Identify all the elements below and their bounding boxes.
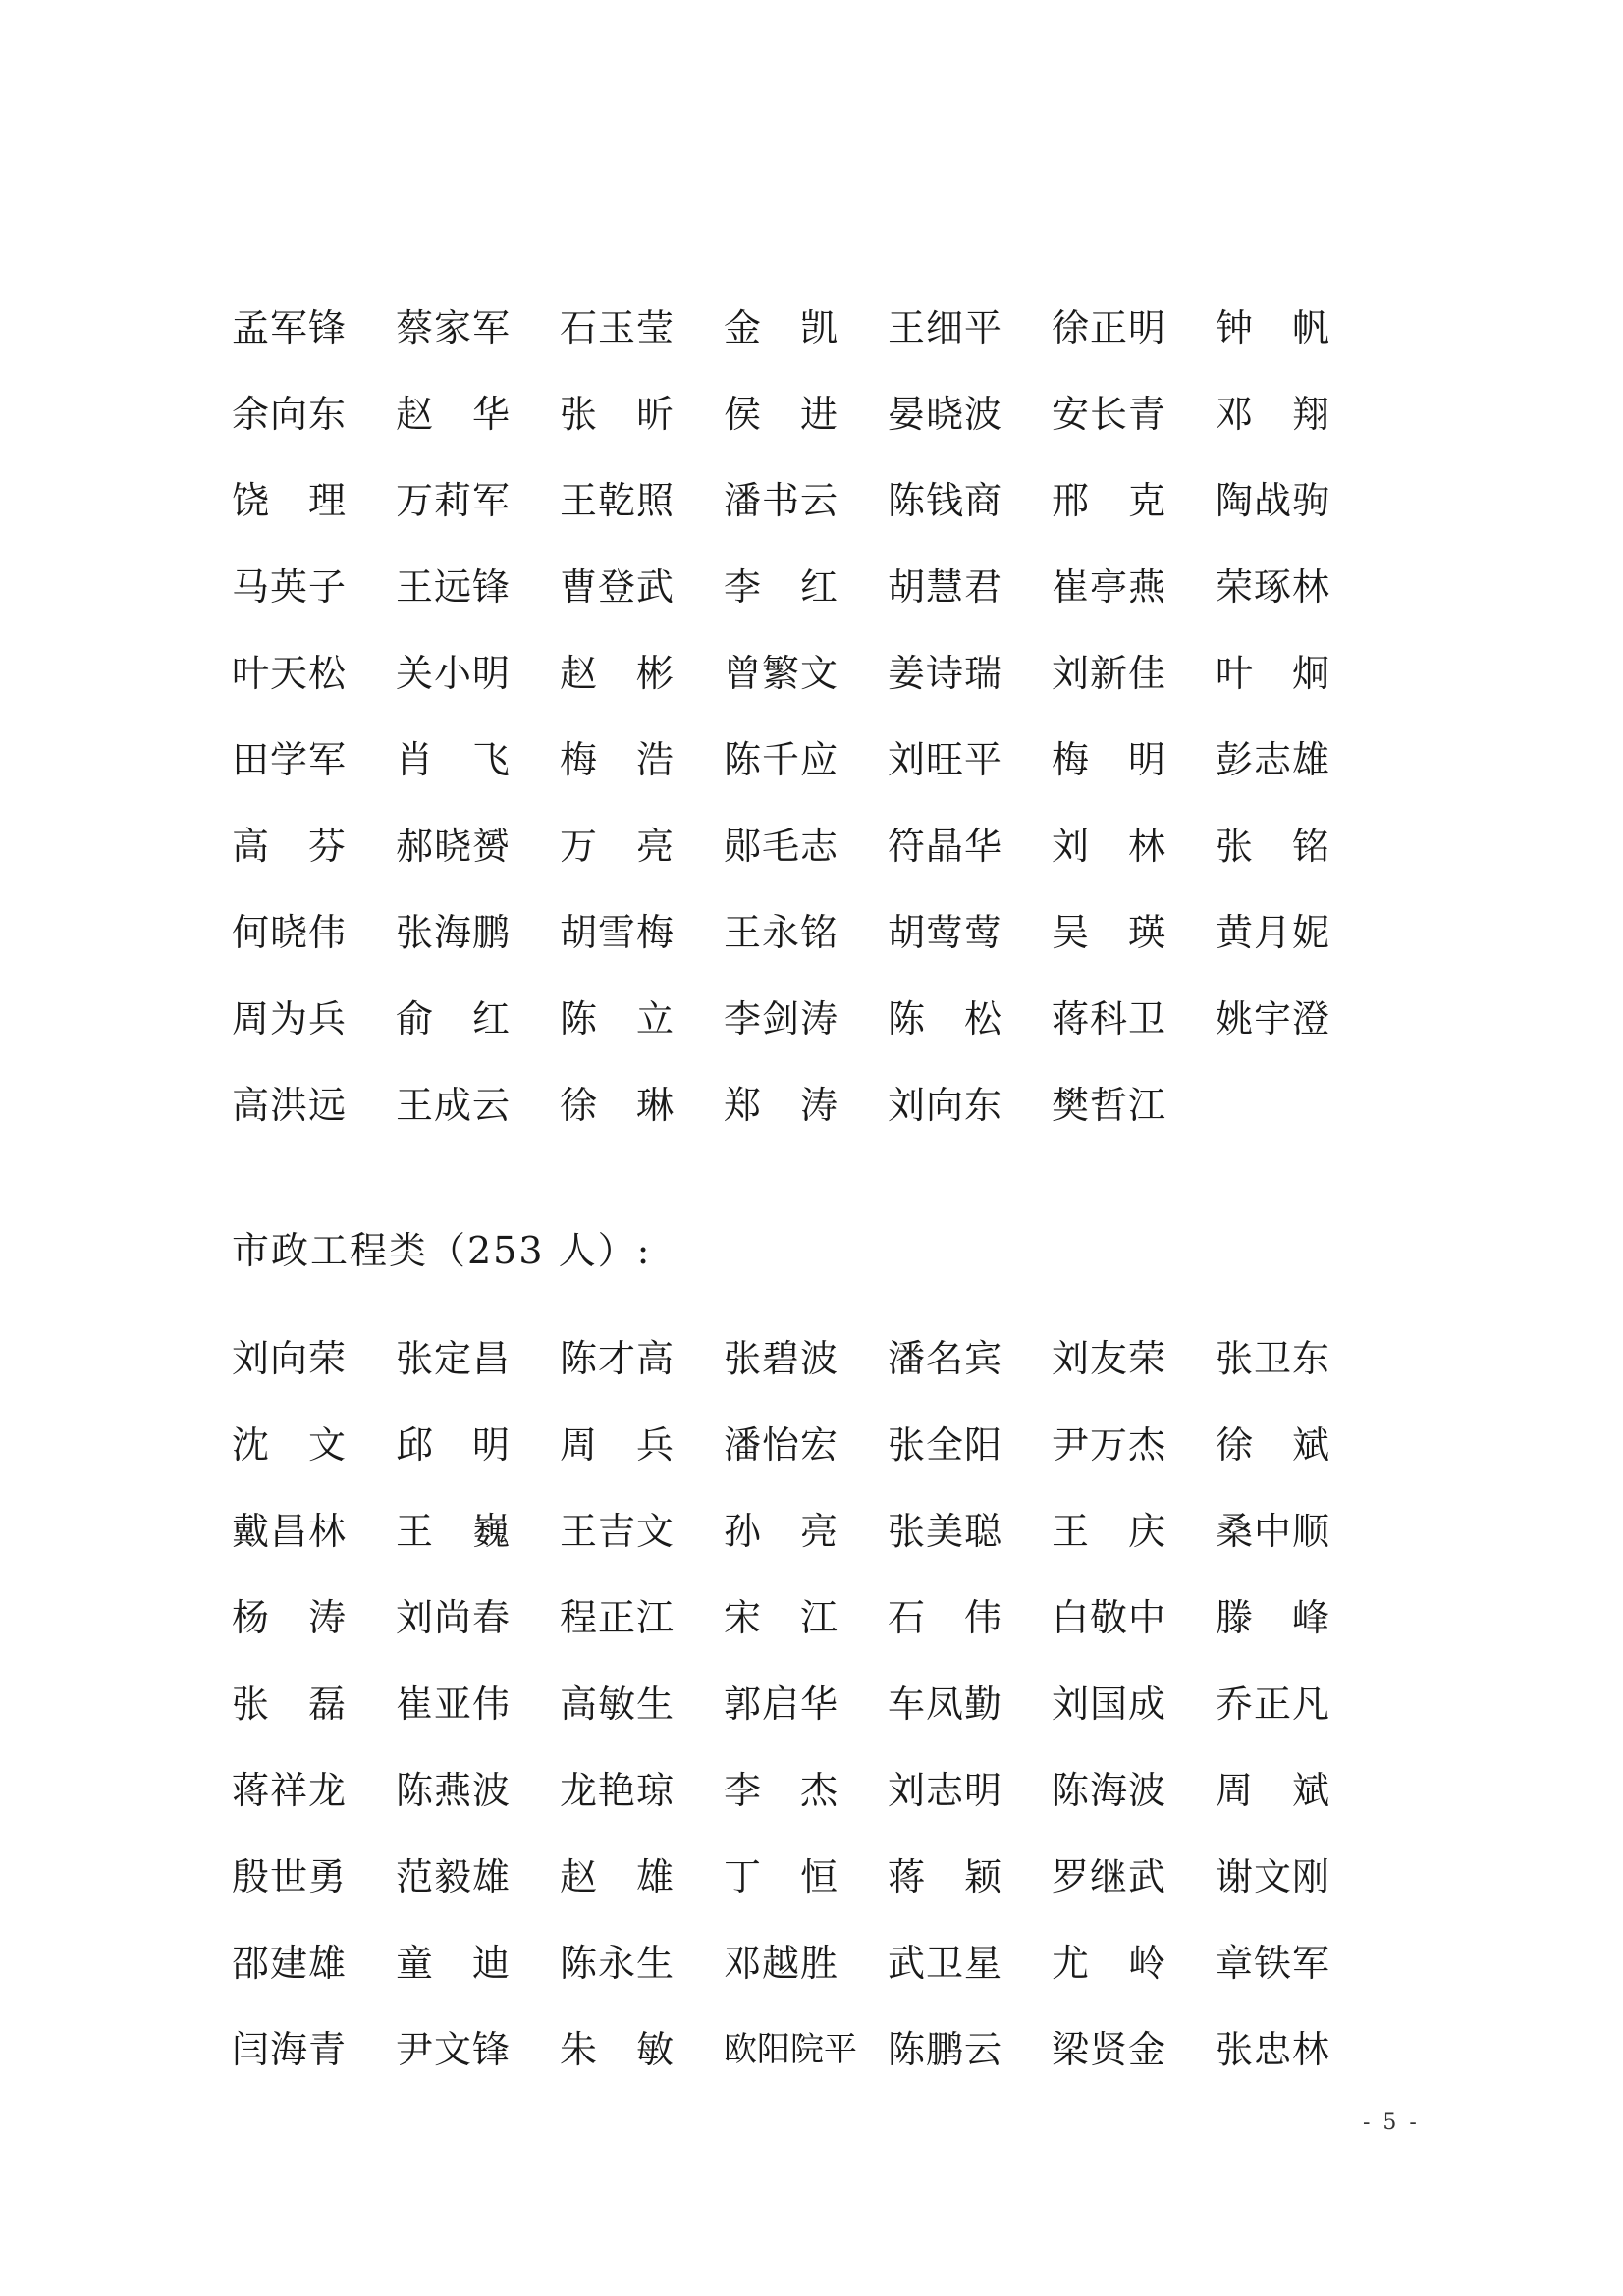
person-name: 桑中顺 xyxy=(1216,1510,1331,1553)
person-name: 殷世勇 xyxy=(232,1855,348,1898)
person-name: 黄月妮 xyxy=(1216,911,1331,954)
person-name: 朱 敏 xyxy=(560,2028,676,2071)
person-name: 张海鹏 xyxy=(396,911,512,954)
person-name: 尤 岭 xyxy=(1052,1942,1167,1985)
person-name: 樊哲江 xyxy=(1052,1084,1167,1127)
person-name: 徐 斌 xyxy=(1216,1423,1331,1467)
person-name: 闫海青 xyxy=(232,2028,348,2071)
name-row xyxy=(232,457,1410,544)
person-name: 张美聪 xyxy=(888,1510,1003,1553)
person-name: 滕 峰 xyxy=(1216,1596,1331,1639)
person-name: 刘旺平 xyxy=(888,738,1003,781)
person-name: 晏晓波 xyxy=(888,393,1003,436)
name-row xyxy=(232,1575,1410,1661)
person-name: 钟 帆 xyxy=(1216,306,1331,349)
person-name: 周为兵 xyxy=(232,997,348,1041)
person-name: 王 庆 xyxy=(1052,1510,1167,1553)
person-name: 潘名宾 xyxy=(888,1337,1003,1380)
person-name: 车凤勤 xyxy=(888,1682,1003,1726)
person-name: 章铁军 xyxy=(1216,1942,1331,1985)
person-name: 王远锋 xyxy=(396,565,512,609)
person-name: 刘新佳 xyxy=(1052,652,1167,695)
person-name: 侯 进 xyxy=(724,393,839,436)
person-name: 郝晓赟 xyxy=(396,825,512,868)
person-name: 陈海波 xyxy=(1052,1769,1167,1812)
person-name: 陈燕波 xyxy=(396,1769,512,1812)
person-name: 高洪远 xyxy=(232,1084,348,1127)
person-name: 童 迪 xyxy=(396,1942,512,1985)
person-name: 欧阳院平 xyxy=(724,2030,857,2069)
person-name: 李 红 xyxy=(724,565,839,609)
name-row xyxy=(232,1661,1410,1747)
person-name: 刘尚春 xyxy=(396,1596,512,1639)
person-name: 邢 克 xyxy=(1052,479,1167,522)
person-name: 崔亭燕 xyxy=(1052,565,1167,609)
person-name: 王成云 xyxy=(396,1084,512,1127)
person-name: 赵 彬 xyxy=(560,652,676,695)
person-name: 程正江 xyxy=(560,1596,676,1639)
person-name: 蒋祥龙 xyxy=(232,1769,348,1812)
person-name: 蒋科卫 xyxy=(1052,997,1167,1041)
person-name: 徐 琳 xyxy=(560,1084,676,1127)
person-name: 王细平 xyxy=(888,306,1003,349)
person-name: 姚宇澄 xyxy=(1216,997,1331,1041)
person-name: 梁贤金 xyxy=(1052,2028,1167,2071)
person-name: 张忠林 xyxy=(1216,2028,1331,2071)
name-row xyxy=(232,1920,1410,2006)
person-name: 王永铭 xyxy=(724,911,839,954)
person-name: 罗继武 xyxy=(1052,1855,1167,1898)
person-name: 王乾照 xyxy=(560,479,676,522)
person-name: 周 兵 xyxy=(560,1423,676,1467)
name-row xyxy=(232,717,1410,803)
person-name: 陈永生 xyxy=(560,1942,676,1985)
person-name: 刘向东 xyxy=(888,1084,1003,1127)
person-name: 饶 理 xyxy=(232,479,348,522)
person-name: 张定昌 xyxy=(396,1337,512,1380)
person-name: 赵 雄 xyxy=(560,1855,676,1898)
person-name: 邓 翔 xyxy=(1216,393,1331,436)
person-name: 高 芬 xyxy=(232,825,348,868)
name-row xyxy=(232,1834,1410,1920)
person-name: 高敏生 xyxy=(560,1682,676,1726)
person-name: 尹文锋 xyxy=(396,2028,512,2071)
person-name: 杨 涛 xyxy=(232,1596,348,1639)
person-name: 叶 炯 xyxy=(1216,652,1331,695)
person-name: 刘国成 xyxy=(1052,1682,1167,1726)
person-name: 曾繁文 xyxy=(724,652,839,695)
person-name: 石玉莹 xyxy=(560,306,676,349)
person-name: 陈 松 xyxy=(888,997,1003,1041)
person-name: 刘志明 xyxy=(888,1769,1003,1812)
person-name: 安长青 xyxy=(1052,393,1167,436)
person-name: 曹登武 xyxy=(560,565,676,609)
person-name: 荣琢林 xyxy=(1216,565,1331,609)
person-name: 马英子 xyxy=(232,565,348,609)
person-name: 何晓伟 xyxy=(232,911,348,954)
name-row xyxy=(232,1315,1410,1402)
person-name: 尹万杰 xyxy=(1052,1423,1167,1467)
person-name: 崔亚伟 xyxy=(396,1682,512,1726)
person-name: 肖 飞 xyxy=(396,738,512,781)
person-name: 姜诗瑞 xyxy=(888,652,1003,695)
person-name: 陈千应 xyxy=(724,738,839,781)
person-name: 张 磊 xyxy=(232,1682,348,1726)
person-name: 胡莺莺 xyxy=(888,911,1003,954)
name-row xyxy=(232,1062,1410,1148)
name-row xyxy=(232,1402,1410,1488)
person-name: 谢文刚 xyxy=(1216,1855,1331,1898)
person-name: 邵建雄 xyxy=(232,1942,348,1985)
name-list-continued xyxy=(232,285,1410,1148)
name-row xyxy=(232,803,1410,889)
person-name: 陈 立 xyxy=(560,997,676,1041)
person-name: 宋 江 xyxy=(724,1596,839,1639)
person-name: 田学军 xyxy=(232,738,348,781)
person-name: 丁 恒 xyxy=(724,1855,839,1898)
person-name: 吴 瑛 xyxy=(1052,911,1167,954)
person-name: 李剑涛 xyxy=(724,997,839,1041)
name-row xyxy=(232,544,1410,630)
person-name: 郭启华 xyxy=(724,1682,839,1726)
person-name: 张碧波 xyxy=(724,1337,839,1380)
person-name: 陈钱商 xyxy=(888,479,1003,522)
person-name: 刘向荣 xyxy=(232,1337,348,1380)
person-name: 蒋 颖 xyxy=(888,1855,1003,1898)
person-name: 陶战驹 xyxy=(1216,479,1331,522)
name-row xyxy=(232,1488,1410,1575)
person-name: 郑 涛 xyxy=(724,1084,839,1127)
person-name: 潘怡宏 xyxy=(724,1423,839,1467)
section-heading-municipal-engineering: 市政工程类（253 人）: xyxy=(232,1229,652,1272)
person-name: 邱 明 xyxy=(396,1423,512,1467)
person-name: 梅 明 xyxy=(1052,738,1167,781)
person-name: 孙 亮 xyxy=(724,1510,839,1553)
person-name: 范毅雄 xyxy=(396,1855,512,1898)
person-name: 周 斌 xyxy=(1216,1769,1331,1812)
person-name: 刘 林 xyxy=(1052,825,1167,868)
name-row xyxy=(232,285,1410,371)
name-row xyxy=(232,2006,1410,2093)
person-name: 张全阳 xyxy=(888,1423,1003,1467)
person-name: 万 亮 xyxy=(560,825,676,868)
person-name: 万莉军 xyxy=(396,479,512,522)
person-name: 石 伟 xyxy=(888,1596,1003,1639)
person-name: 张 昕 xyxy=(560,393,676,436)
person-name: 张 铭 xyxy=(1216,825,1331,868)
person-name: 乔正凡 xyxy=(1216,1682,1331,1726)
person-name: 郧毛志 xyxy=(724,825,839,868)
name-row xyxy=(232,1747,1410,1834)
person-name: 龙艳琼 xyxy=(560,1769,676,1812)
person-name: 武卫星 xyxy=(888,1942,1003,1985)
person-name: 赵 华 xyxy=(396,393,512,436)
person-name: 邓越胜 xyxy=(724,1942,839,1985)
person-name: 沈 文 xyxy=(232,1423,348,1467)
person-name: 潘书云 xyxy=(724,479,839,522)
person-name: 叶天松 xyxy=(232,652,348,695)
name-row xyxy=(232,630,1410,717)
person-name: 白敬中 xyxy=(1052,1596,1167,1639)
page-number: - 5 - xyxy=(1363,2110,1420,2135)
person-name: 符晶华 xyxy=(888,825,1003,868)
name-row xyxy=(232,889,1410,976)
person-name: 徐正明 xyxy=(1052,306,1167,349)
name-row xyxy=(232,371,1410,457)
person-name: 蔡家军 xyxy=(396,306,512,349)
person-name: 刘友荣 xyxy=(1052,1337,1167,1380)
person-name: 俞 红 xyxy=(396,997,512,1041)
person-name: 陈才高 xyxy=(560,1337,676,1380)
person-name: 胡雪梅 xyxy=(560,911,676,954)
person-name: 李 杰 xyxy=(724,1769,839,1812)
person-name: 张卫东 xyxy=(1216,1337,1331,1380)
person-name: 王 巍 xyxy=(396,1510,512,1553)
person-name: 孟军锋 xyxy=(232,306,348,349)
person-name: 梅 浩 xyxy=(560,738,676,781)
name-row xyxy=(232,976,1410,1062)
person-name: 彭志雄 xyxy=(1216,738,1331,781)
person-name: 金 凯 xyxy=(724,306,839,349)
person-name: 陈鹏云 xyxy=(888,2028,1003,2071)
person-name: 胡慧君 xyxy=(888,565,1003,609)
name-list-municipal-engineering xyxy=(232,1315,1410,2093)
person-name: 王吉文 xyxy=(560,1510,676,1553)
person-name: 余向东 xyxy=(232,393,348,436)
person-name: 戴昌林 xyxy=(232,1510,348,1553)
person-name: 关小明 xyxy=(396,652,512,695)
